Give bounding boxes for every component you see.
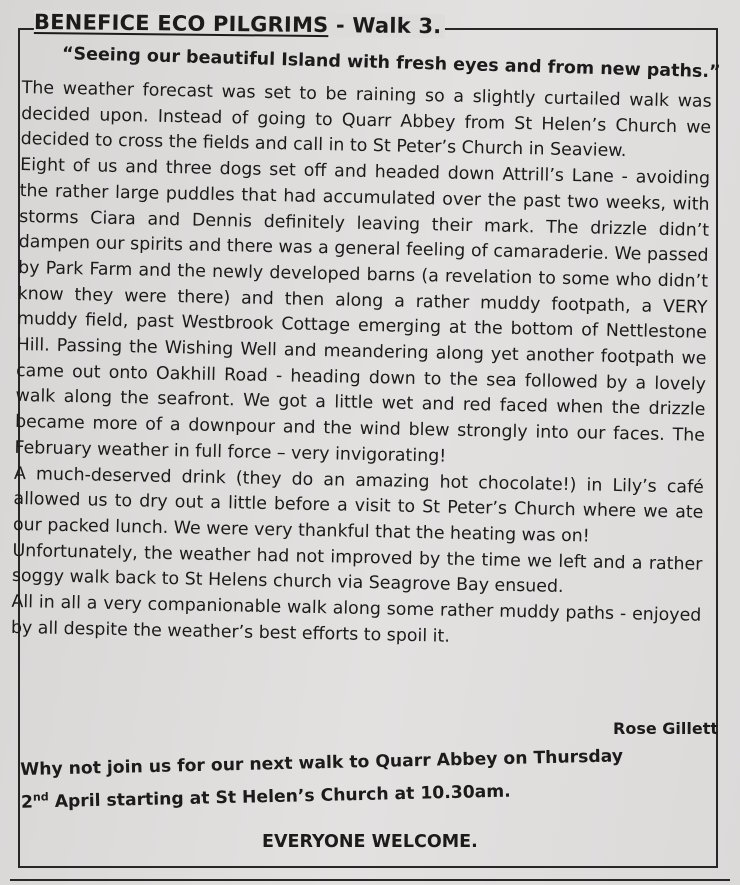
title-suffix: - Walk 3. — [328, 13, 442, 39]
invite-ordinal: nd — [32, 790, 49, 804]
article-body — [11, 76, 712, 655]
author-signature: Rose Gillett — [613, 719, 718, 738]
paragraph-route: Eight of us and three dogs set off and headed down Attrill’s Lane - avoiding the rather large puddles that had accumulated over the past two weeks, with storms Ciara and Dennis definitely leaving their mark. The drizzle didn’t dampen our spirits and there was a general feeling of camaraderie. We passed by Park Farm and the newly developed barns (a revelation to some who didn’t know they were there) and then along a rather muddy footpath, a VERY muddy field, past Westbrook Cottage emerging at the bottom of Nettlestone Hill. Passing the Wishing Well and meandering along yet another footpath we came out onto Oakhill Road - heading down to the sea followed by a lovely walk along the seafront. We got a little wet and red faced when the drizzle became more of a downpour and the wind blew strongly into our faces. The February weather in full force – very invigorating! — [14, 155, 711, 467]
article-title — [34, 10, 446, 38]
paragraph-summary: All in all a very companionable walk along some rather muddy paths - enjoyed by all despite the weather’s best efforts to spoil it. — [10, 591, 702, 647]
paragraph-cafe: A much-deserved drink (they do an amazing hot chocolate!) in Lily’s café allowed us to dry out a little before a visit to St Peter’s Church where we ate our packed lunch. We were very thankful that the heating was on! — [12, 463, 705, 547]
bottom-divider — [10, 879, 730, 881]
paragraph-forecast: The weather forecast was set to be raining so a slightly curtailed walk was decided upon. Instead of going to Quarr Abbey from St Helen’s Church we decided to cross the fields and call in to St Peter’s Church in Seaview. — [20, 77, 712, 162]
invite-text-end: April starting at St Helen’s Church at 10.30am. — [48, 781, 511, 813]
article-subtitle: “Seeing our beautiful Island with fresh eyes and from new paths.” — [61, 44, 721, 83]
welcome-banner: EVERYONE WELCOME. — [262, 832, 478, 852]
invite-day: 2 — [20, 792, 34, 813]
paragraph-return: Unfortunately, the weather had not improved by the time we left and a rather soggy walk back to St Helens church via Seagrove Bay ensued. — [11, 540, 703, 598]
invite-text-start: Why not join us for our next walk to Quarr Abbey on Thursday — [20, 746, 624, 780]
title-main: BENEFICE ECO PILGRIMS — [33, 10, 329, 38]
